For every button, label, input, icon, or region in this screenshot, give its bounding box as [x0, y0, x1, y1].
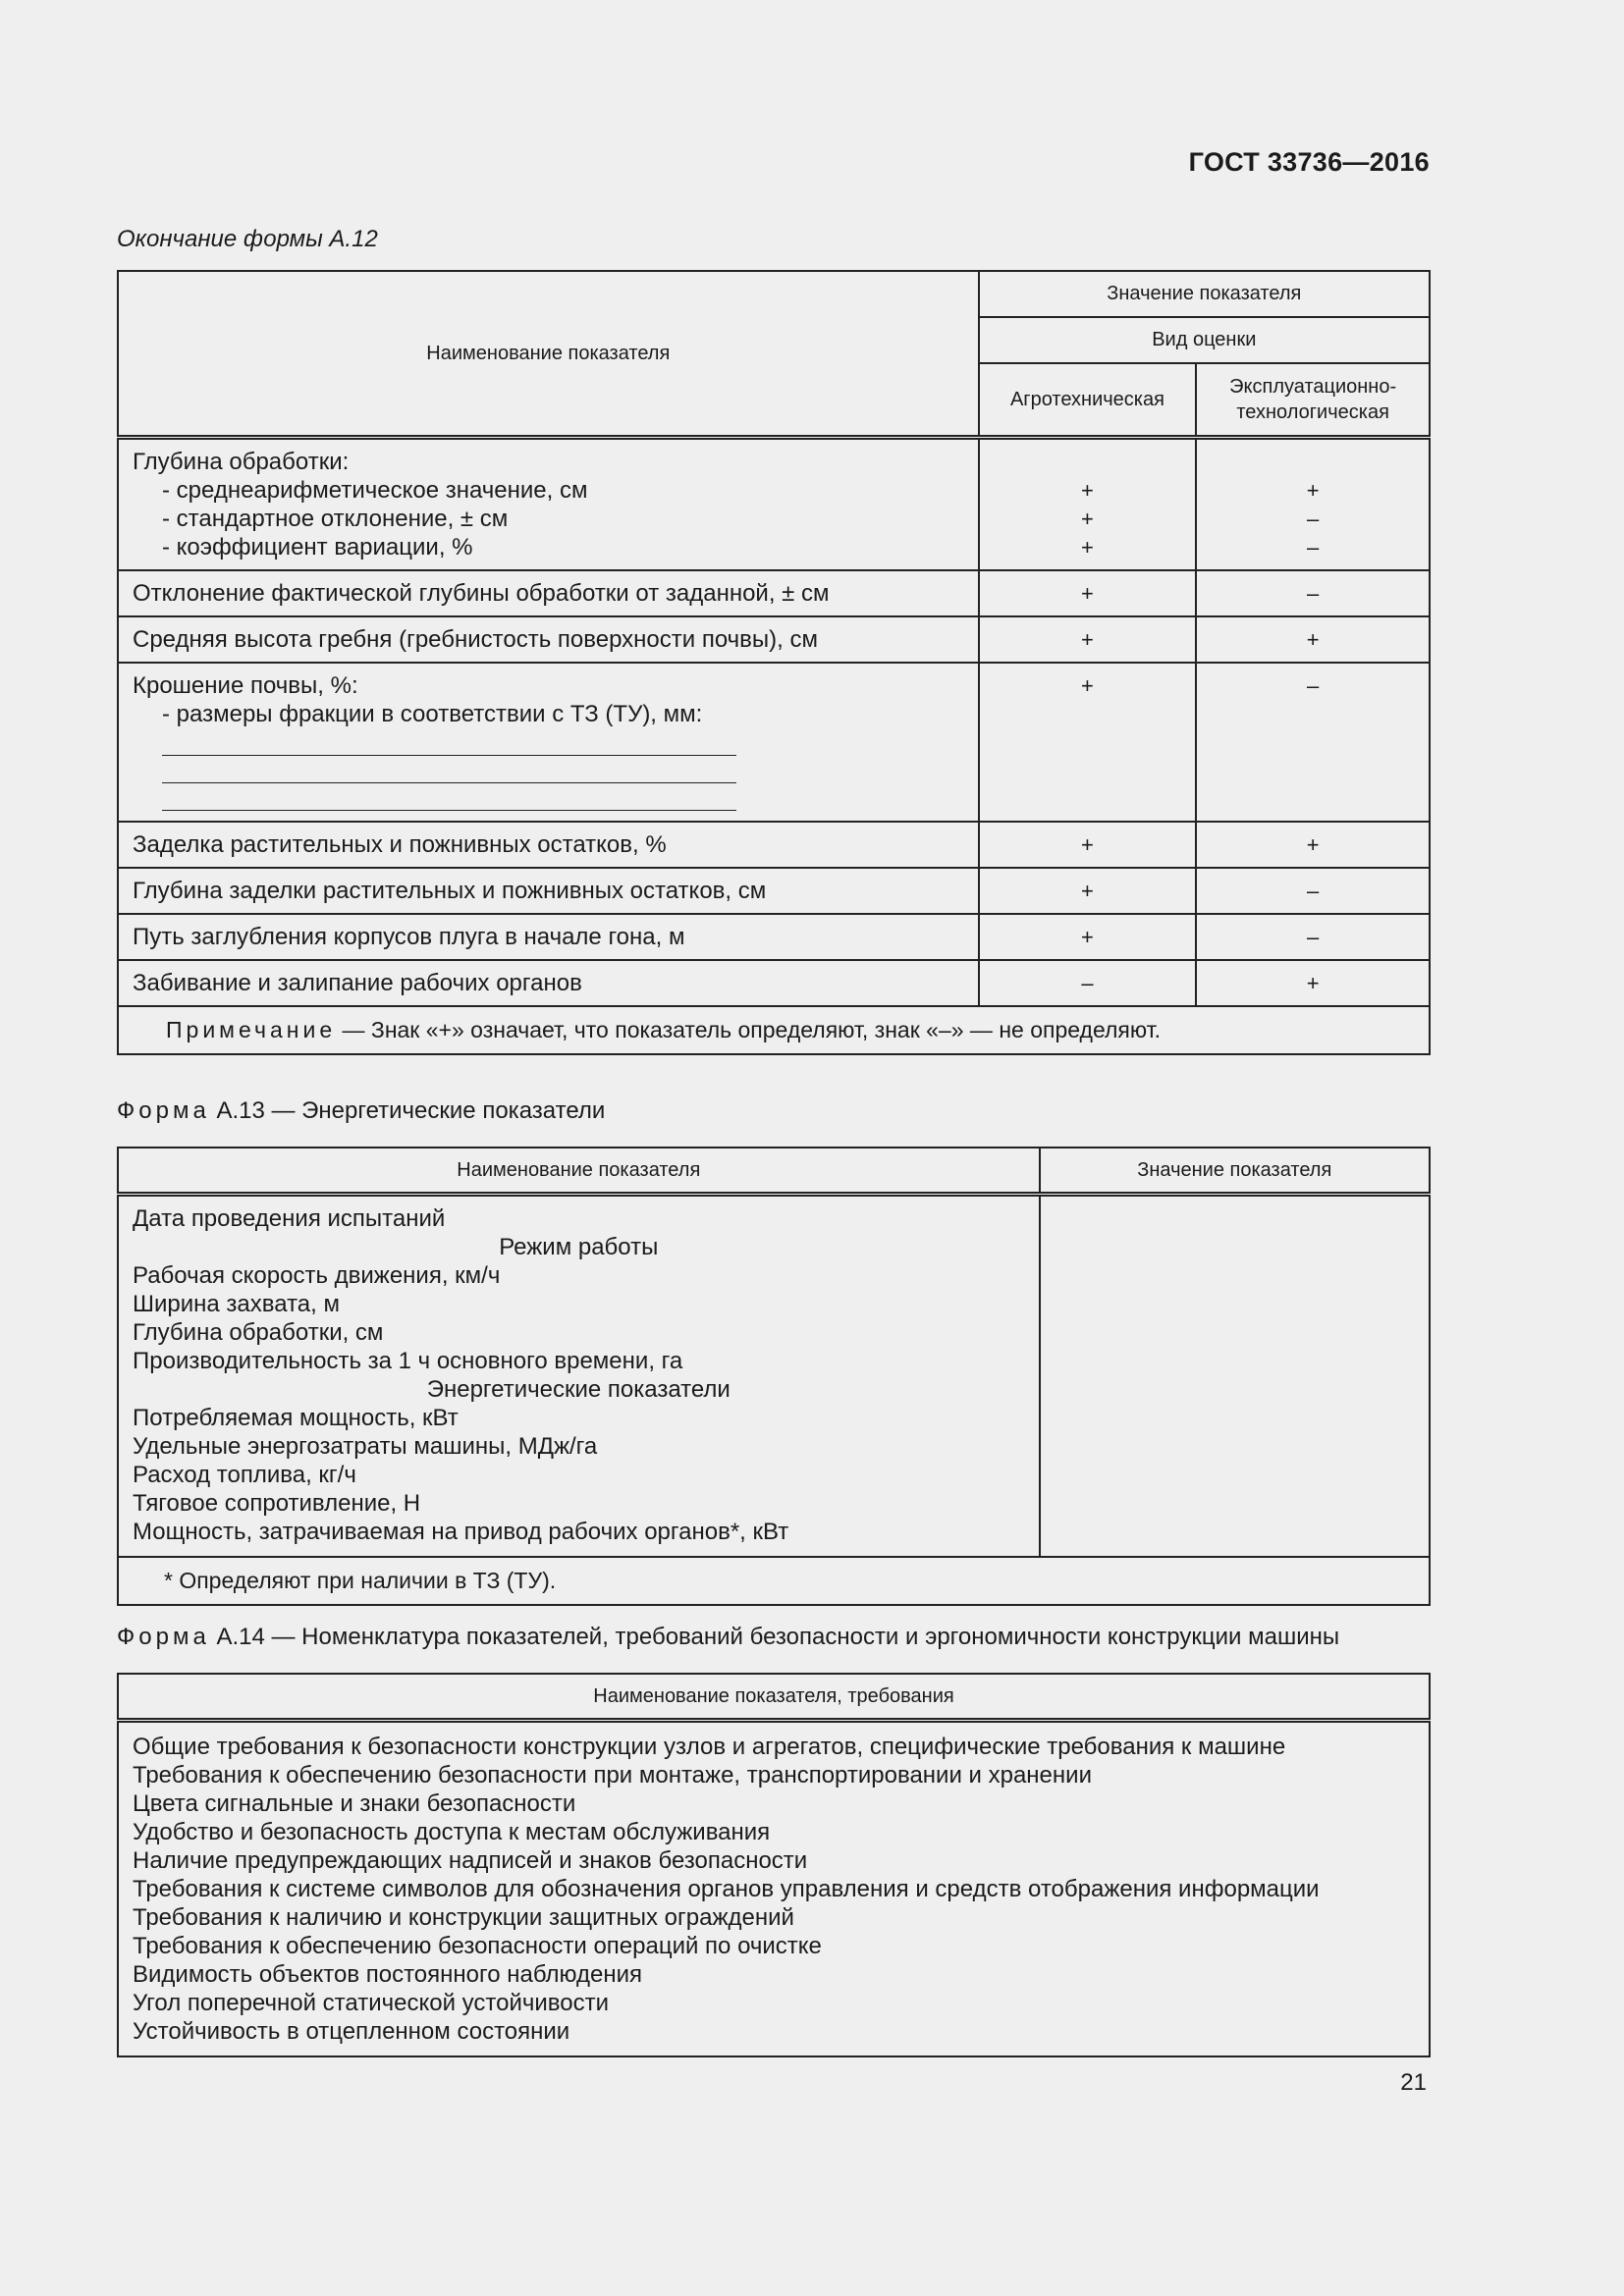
- form-a14-title: [117, 1624, 1339, 1651]
- list-item: Тяговое сопротивление, Н: [133, 1490, 421, 1517]
- list-item: Дата проведения испытаний: [133, 1205, 446, 1232]
- document-code: ГОСТ 33736—2016: [1188, 147, 1430, 177]
- mark: +: [1081, 535, 1094, 560]
- mark: +: [979, 570, 1197, 616]
- list-item: Потребляемая мощность, кВт: [133, 1405, 459, 1431]
- list-item: Общие требования к безопасности конструкции узлов и агрегатов, специфические требования к машине: [133, 1734, 1286, 1760]
- mark: +: [1306, 478, 1320, 503]
- list-item: Устойчивость в отцепленном состоянии: [133, 2018, 570, 2045]
- header-operational-line1: Эксплуатационно-: [1229, 376, 1397, 398]
- list-item: Видимость объектов постоянного наблюдения: [133, 1961, 642, 1988]
- table-row: [118, 914, 1430, 960]
- depth-cell: [118, 438, 979, 571]
- table-row: [118, 438, 1430, 571]
- list-item: Цвета сигнальные и знаки безопасности: [133, 1790, 576, 1817]
- table-footnote: * Определяют при наличии в ТЗ (ТУ).: [118, 1557, 1430, 1605]
- list-item: - стандартное отклонение, ± см: [162, 506, 509, 532]
- list-item: Расход топлива, кг/ч: [133, 1462, 356, 1488]
- section-subheading: Режим работы: [499, 1234, 659, 1260]
- mark: –: [1196, 914, 1430, 960]
- mark: +: [979, 868, 1197, 914]
- mark: +: [1196, 960, 1430, 1006]
- requirements-list: [118, 1721, 1430, 2057]
- page-number: 21: [1400, 2069, 1427, 2096]
- table-row: [118, 868, 1430, 914]
- header-indicator-name: Наименование показателя: [118, 1148, 1040, 1195]
- list-item: Мощность, затрачиваемая на привод рабочих органов*, кВт: [133, 1519, 789, 1545]
- list-item: Требования к системе символов для обозначения органов управления и средств отображения информации: [133, 1876, 1320, 1902]
- mark: +: [979, 616, 1197, 663]
- mark: +: [979, 663, 1197, 822]
- list-item: - размеры фракции в соответствии с ТЗ (ТУ), мм:: [162, 701, 703, 727]
- header-indicator-value: Значение показателя: [1040, 1148, 1430, 1195]
- list-item: Наличие предупреждающих надписей и знаков безопасности: [133, 1847, 808, 1874]
- fill-line: [162, 756, 736, 783]
- list-item: Рабочая скорость движения, км/ч: [133, 1262, 501, 1289]
- list-item: - среднеарифметическое значение, см: [162, 477, 588, 504]
- row-name: Забивание и залипание рабочих органов: [118, 960, 979, 1006]
- form-title-text: А.13 — Энергетические показатели: [209, 1097, 606, 1124]
- depth-agro-marks: [979, 438, 1197, 571]
- list-item: Требования к обеспечению безопасности при монтаже, транспортировании и хранении: [133, 1762, 1092, 1789]
- row-name: Средняя высота гребня (гребнистость поверхности почвы), см: [118, 616, 979, 663]
- header-agrotechnical: Агротехническая: [979, 363, 1197, 438]
- table-row: [118, 1721, 1430, 2057]
- list-item: Удобство и безопасность доступа к местам обслуживания: [133, 1819, 771, 1845]
- table-row: [118, 663, 1430, 822]
- mark: +: [1081, 507, 1094, 531]
- table-row: [118, 570, 1430, 616]
- mark: –: [979, 960, 1197, 1006]
- list-item: Глубина обработки, см: [133, 1319, 384, 1346]
- row-name: Путь заглубления корпусов плуга в начале гона, м: [118, 914, 979, 960]
- depth-expl-marks: [1196, 438, 1430, 571]
- list-item: - коэффициент вариации, %: [162, 534, 473, 561]
- fill-line: [162, 783, 736, 811]
- indicator-value-cell: [1040, 1195, 1430, 1558]
- mark: –: [1307, 535, 1320, 560]
- form-title-text: А.14 — Номенклатура показателей, требований безопасности и эргономичности конструкции машины: [209, 1624, 1340, 1650]
- mark: –: [1196, 868, 1430, 914]
- table-row: [118, 822, 1430, 868]
- list-item: Ширина захвата, м: [133, 1291, 340, 1317]
- list-item: Требования к наличию и конструкции защитных ограждений: [133, 1904, 794, 1931]
- table-form-a12: [117, 270, 1431, 1055]
- table-note: [118, 1006, 1430, 1054]
- mark: –: [1196, 663, 1430, 822]
- mark: +: [1081, 478, 1094, 503]
- crumbling-cell: [118, 663, 979, 822]
- row-name: Отклонение фактической глубины обработки от заданной, ± см: [118, 570, 979, 616]
- mark: –: [1307, 507, 1320, 531]
- table-form-a14: [117, 1673, 1431, 2057]
- mark: +: [1196, 616, 1430, 663]
- table-form-a13: [117, 1147, 1431, 1606]
- note-text: — Знак «+» означает, что показатель определяют, знак «–» — не определяют.: [336, 1017, 1161, 1042]
- form-label: Форма: [117, 1624, 210, 1650]
- mark: +: [979, 914, 1197, 960]
- list-item: Удельные энергозатраты машины, МДж/га: [133, 1433, 598, 1460]
- header-assessment-type: Вид оценки: [979, 317, 1430, 363]
- table-row: [118, 960, 1430, 1006]
- energy-indicators-list: [118, 1195, 1040, 1558]
- list-item: Требования к обеспечению безопасности операций по очистке: [133, 1933, 822, 1959]
- row-name: Глубина заделки растительных и пожнивных остатков, см: [118, 868, 979, 914]
- header-operational-line2: технологическая: [1236, 401, 1389, 423]
- continuation-label: Окончание формы А.12: [117, 226, 378, 252]
- table-row: [118, 616, 1430, 663]
- list-item: Производительность за 1 ч основного времени, га: [133, 1348, 683, 1374]
- header-requirement-name: Наименование показателя, требования: [118, 1674, 1430, 1721]
- row-name: Заделка растительных и пожнивных остатков, %: [118, 822, 979, 868]
- note-label: Примечание: [166, 1017, 337, 1042]
- mark: +: [1196, 822, 1430, 868]
- mark: +: [979, 822, 1197, 868]
- list-item: Угол поперечной статической устойчивости: [133, 1990, 609, 2016]
- table-row: [118, 1195, 1430, 1558]
- form-a13-title: [117, 1097, 605, 1125]
- fill-line: [162, 728, 736, 756]
- depth-title: Глубина обработки:: [133, 449, 350, 475]
- section-subheading: Энергетические показатели: [426, 1376, 731, 1403]
- header-operational: [1196, 363, 1430, 438]
- form-label: Форма: [117, 1097, 210, 1124]
- crumbling-title: Крошение почвы, %:: [133, 672, 358, 699]
- mark: –: [1196, 570, 1430, 616]
- header-indicator-name: Наименование показателя: [118, 271, 979, 438]
- header-indicator-value: Значение показателя: [979, 271, 1430, 317]
